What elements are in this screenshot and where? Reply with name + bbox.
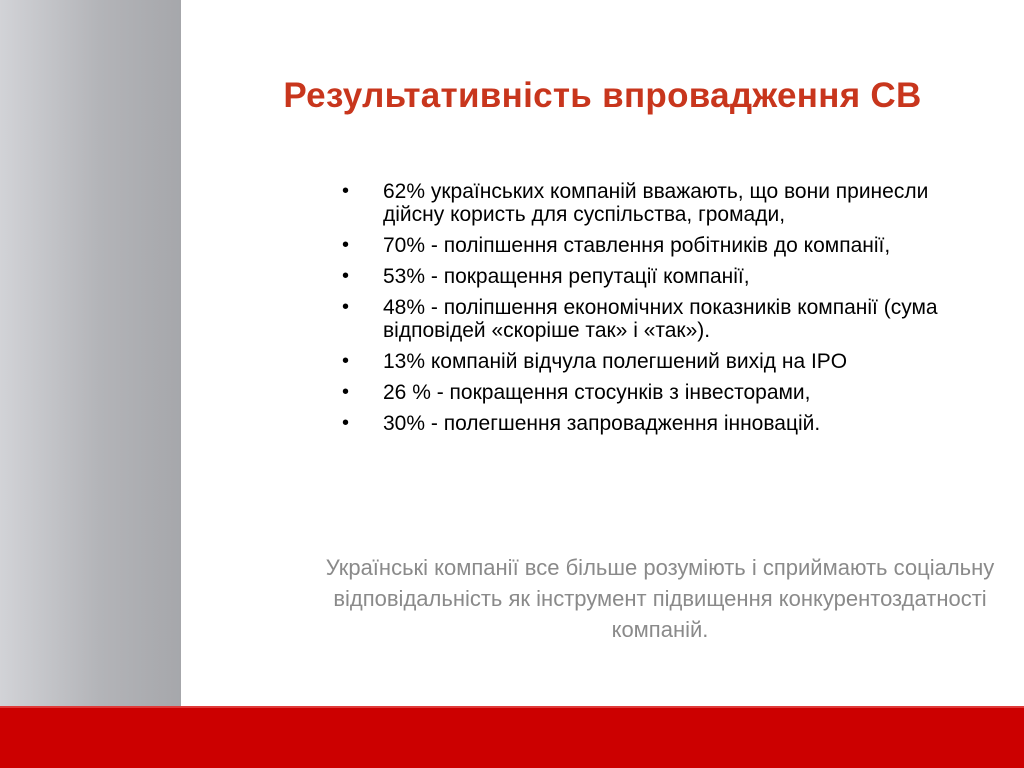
bullet-marker: • bbox=[342, 296, 350, 318]
bullet-text: 53% - покращення репутації компанії, bbox=[383, 265, 750, 288]
bullet-text: 13% компаній відчула полегшений вихід на IPO bbox=[383, 350, 848, 373]
slide-title: Результативність впровадження СВ bbox=[283, 76, 922, 115]
bullet-item bbox=[338, 381, 978, 404]
bullet-text: 70% - поліпшення ставлення робітників до компанії, bbox=[383, 234, 891, 257]
bullet-item bbox=[338, 412, 978, 435]
bullet-item bbox=[338, 180, 978, 226]
bullet-marker: • bbox=[342, 412, 350, 434]
left-gray-panel bbox=[0, 0, 181, 706]
bullet-list bbox=[338, 180, 978, 443]
bullet-marker: • bbox=[342, 381, 350, 403]
bullet-item bbox=[338, 265, 978, 288]
bullet-marker: • bbox=[342, 350, 350, 372]
bullet-text: 26 % - покращення стосунків з інвесторами, bbox=[383, 381, 811, 404]
bullet-item bbox=[338, 296, 978, 342]
bullet-text: 30% - полегшення запровадження інновацій. bbox=[383, 412, 821, 435]
bullet-item bbox=[338, 350, 978, 373]
bottom-red-bar bbox=[0, 706, 1024, 768]
bullet-marker: • bbox=[342, 234, 350, 256]
bullet-item bbox=[338, 234, 978, 257]
bullet-text: 62% українських компаній вважають, що вони принесли дійсну користь для суспільства, громади, bbox=[383, 180, 929, 226]
bullet-marker: • bbox=[342, 180, 350, 202]
bullet-text: 48% - поліпшення економічних показників компанії (сума відповідей «скоріше так» і «так»). bbox=[383, 296, 938, 342]
bullet-marker: • bbox=[342, 265, 350, 287]
summary-text: Українські компанії все більше розуміють і сприймають соціальну відповідальність як інструмент підвищення конкурентоздатності компаній. bbox=[325, 555, 995, 642]
